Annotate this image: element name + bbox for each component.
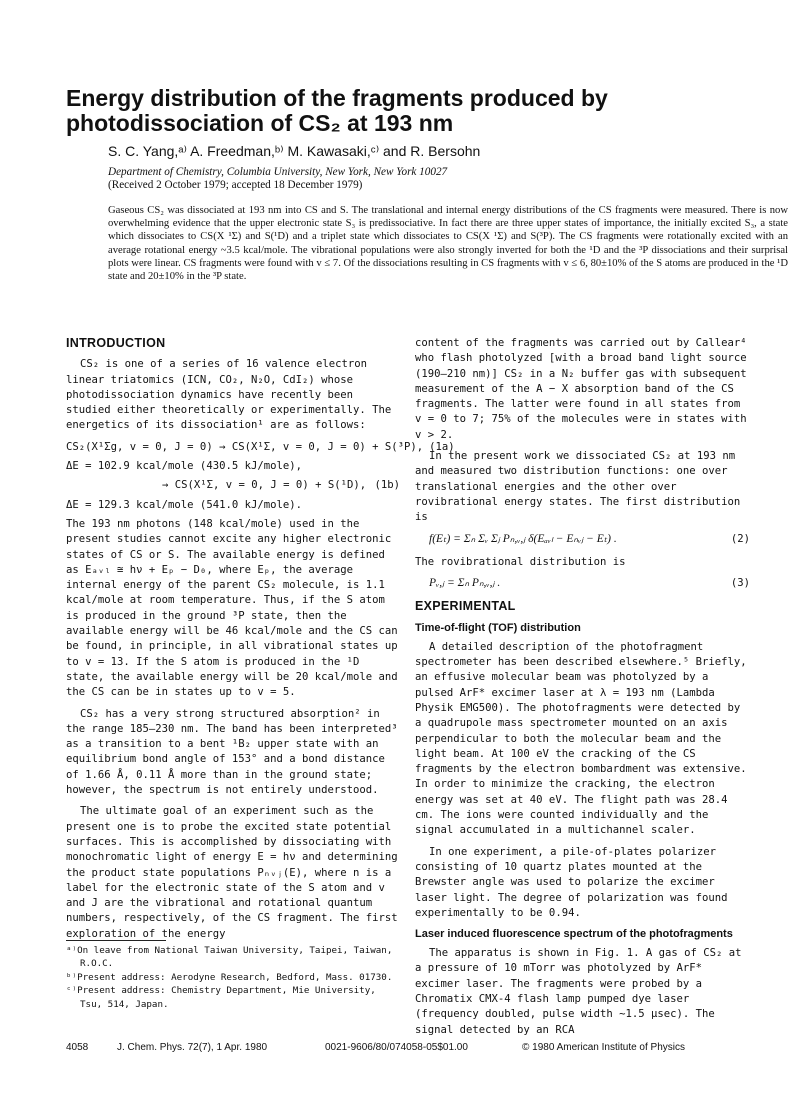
abstract <box>108 204 788 283</box>
equation-1b <box>66 478 400 493</box>
equation-3 <box>429 576 750 591</box>
footnote-divider <box>66 940 166 941</box>
footer-copyright: © 1980 American Institute of Physics <box>522 1042 686 1053</box>
received-dates: (Received 2 October 1979; accepted 18 December 1979) <box>108 179 363 191</box>
footnote-a: ᵃ⁾On leave from National Taiwan University, Taipei, Taiwan, R.O.C. <box>66 945 393 970</box>
experimental-paragraph-2: In one experiment, a pile-of-plates polarizer consisting of 10 quartz plates mounted at the Brewster angle was used to polarize the excimer laser light. The degree of polarization was found experimentally to be 0.94. <box>415 845 728 919</box>
energy-1b-text: ΔE = 129.3 kcal/mole (541.0 kJ/mole). <box>66 498 302 511</box>
equation-1a-body: CS₂(X¹Σg, v = 0, J = 0) → CS(X¹Σ, v = 0, J = 0) + S(³P), <box>66 440 424 453</box>
footer-journal: J. Chem. Phys. 72(7), 1 Apr. 1980 <box>117 1042 268 1053</box>
footnote-b: ᵇ⁾Present address: Aerodyne Research, Bedford, Mass. 01730. <box>66 971 393 983</box>
intro-paragraph-2: The 193 nm photons (148 kcal/mole) used in the present studies cannot excite any higher electronic states of CS or S. The available energy is defined as Eₐᵥₗ ≅ hν + Eₚ − D₀, where Eₚ, the average internal energy of the parent CS₂ molecule, is 1.1 kcal/mole at room temperature. Thus, if the S atom is produced in the ground ³P state, then the available energy will be 46 kcal/mole and the CS can be found, in principle, in all vibrational states up to v = 13. If the S atom is produced in the ¹D state, the available energy will be 20 kcal/mole and the CS can be in states up to v = 5. <box>66 517 398 699</box>
energy-1a <box>66 459 400 474</box>
intro-paragraph-6: In the present work we dissociated CS₂ at 193 nm and measured two distribution functions: one over translational energies and the other over rovibrational energy states. The first distribution is <box>415 450 741 524</box>
equation-2-number: (2) <box>730 532 750 545</box>
equation-1b-number: (1b) <box>374 479 400 492</box>
equation-3-body: Pᵥ,ⱼ = Σₙ Pₙ,ᵥ,ⱼ . <box>429 577 501 590</box>
affiliation-block <box>108 166 768 192</box>
intro-paragraph-1: CS₂ is one of a series of 16 valence electron linear triatomics (ICN, CO₂, N₂O, CdI₂) whose photodissociation dynamics have recently been studied either theoretically or experimentally. The energetics of its dissociation¹ are as follows: <box>66 358 392 432</box>
left-column <box>66 336 455 948</box>
experimental-paragraph-3: The apparatus is shown in Fig. 1. A gas of CS₂ at a pressure of 10 mTorr was photolyzed by ArF* excimer laser. The fragments were probed by a Chromatix CMX-4 flash lamp pumped dye laser (frequency doubled, pulse width ~1.5 μsec). The signal detected by an RCA <box>415 947 742 1036</box>
footer-page-number: 4058 <box>66 1042 89 1053</box>
subsection-heading-tof: Time-of-flight (TOF) distribution <box>415 621 581 634</box>
intro-paragraph-3: CS₂ has a very strong structured absorption² in the range 185–230 nm. The band has been interpreted³ as a transition to a bent ¹B₂ upper state with an equilibrium bond angle of 153° and a bond distance of 1.66 Å, 0.11 Å more than in the ground state; however, the spectrum is not entirely understood. <box>66 707 398 797</box>
intro-paragraph-5: content of the fragments was carried out by Callear⁴ who flash photolyzed [with a broad band light source (190–210 nm)] CS₂ in a N₂ buffer gas with subsequent measurement of the A − X absorption band of the CS fragments. The latter were found in all states from v = 0 to 7; 75% of the molecules were in states with v > 2. <box>415 337 747 441</box>
equation-1b-body: → CS(X¹Σ, v = 0, J = 0) + S(¹D), <box>162 479 367 492</box>
section-heading-introduction: INTRODUCTION <box>66 336 166 350</box>
energy-1b <box>66 498 400 513</box>
equation-2 <box>429 532 750 547</box>
intro-paragraph-4: The ultimate goal of an experiment such as the present one is to probe the excited state potential surfaces. This is accomplished by dissociating with monochromatic light of energy E = hν and determining the product state populations Pₙᵥⱼ(E), where n is a label for the electronic state of the S atom and v and J are the vibrational and rotational quantum numbers, respectively, of the CS fragment. The first exploration of the energy <box>66 805 398 940</box>
equation-3-number: (3) <box>730 577 750 590</box>
article-title: Energy distribution of the fragments produced by photodissociation of CS₂ at 193 nm <box>66 85 608 136</box>
affiliation: Department of Chemistry, Columbia University, New York, New York 10027 <box>108 166 448 178</box>
equation-1a-number: (1a) <box>429 440 455 453</box>
author-list: S. C. Yang,ᵃ⁾ A. Freedman,ᵇ⁾ M. Kawasaki,ᶜ⁾ and R. Bersohn <box>108 143 481 159</box>
energy-1a-text: ΔE = 102.9 kcal/mole (430.5 kJ/mole), <box>66 460 302 473</box>
experimental-paragraph-1: A detailed description of the photofragment spectrometer has been described elsewhere.⁵ Briefly, an effusive molecular beam was photolyzed by a pulsed ArF* excimer laser at λ = 193 nm (Lambda Physik EMG500). The photofragments were detected by a quadrupole mass spectrometer mounted on an axis perpendicular to both the molecular beam and the light beam. At 100 eV the cracking of the CS fragments by the electron bombardment was extensive. In order to minimize the cracking, the electron energy was set at 40 eV. The flight path was 28.4 cm. The ions were counted individually and the signal accumulated in a multichannel scaler. <box>415 640 747 837</box>
subsection-heading-lif: Laser induced fluorescence spectrum of the photofragments <box>415 928 733 941</box>
footnote-c: ᶜ⁾Present address: Chemistry Department, Mie University, Tsu, 514, Japan. <box>66 985 376 1010</box>
equation-1a <box>66 440 455 455</box>
abstract-text: Gaseous CS₂ was dissociated at 193 nm into CS and S. The translational and internal energy distributions of the CS fragments were measured. There is now overwhelming evidence that the upper electronic state S₃ is predissociative. In fact there are three upper states of importance, the initially excited S₃, a state which dissociates to CS(X ¹Σ) and S(¹D) and a triplet state which dissociates to CS(X ¹Σ) and S(³P). The CS fragments were rotationally excited with an average rotational energy ~3.5 kcal/mole. The vibrational populations were also strongly inverted for both the ¹D and the ³P dissociations and their surprisal plots were linear. CS fragments were found with v ≤ 7. Of the dissociations resulting in CS fragments with v ≤ 6, 80±10% of the S atoms are produced in the ¹D state and 20±10% in the ³P state. <box>108 205 788 283</box>
intro-paragraph-7: The rovibrational distribution is <box>415 555 626 568</box>
section-heading-experimental: EXPERIMENTAL <box>415 599 516 614</box>
footer-code: 0021-9606/80/074058-05$01.00 <box>325 1042 468 1053</box>
equation-2-body: f(Eₜ) = Σₙ Σᵥ Σⱼ Pₙ,ᵥ,ⱼ δ(Eₐᵥₗ − Eₙᵥⱼ − Eₜ) . <box>429 532 617 545</box>
footnotes <box>66 944 400 1011</box>
right-column <box>415 336 750 1044</box>
